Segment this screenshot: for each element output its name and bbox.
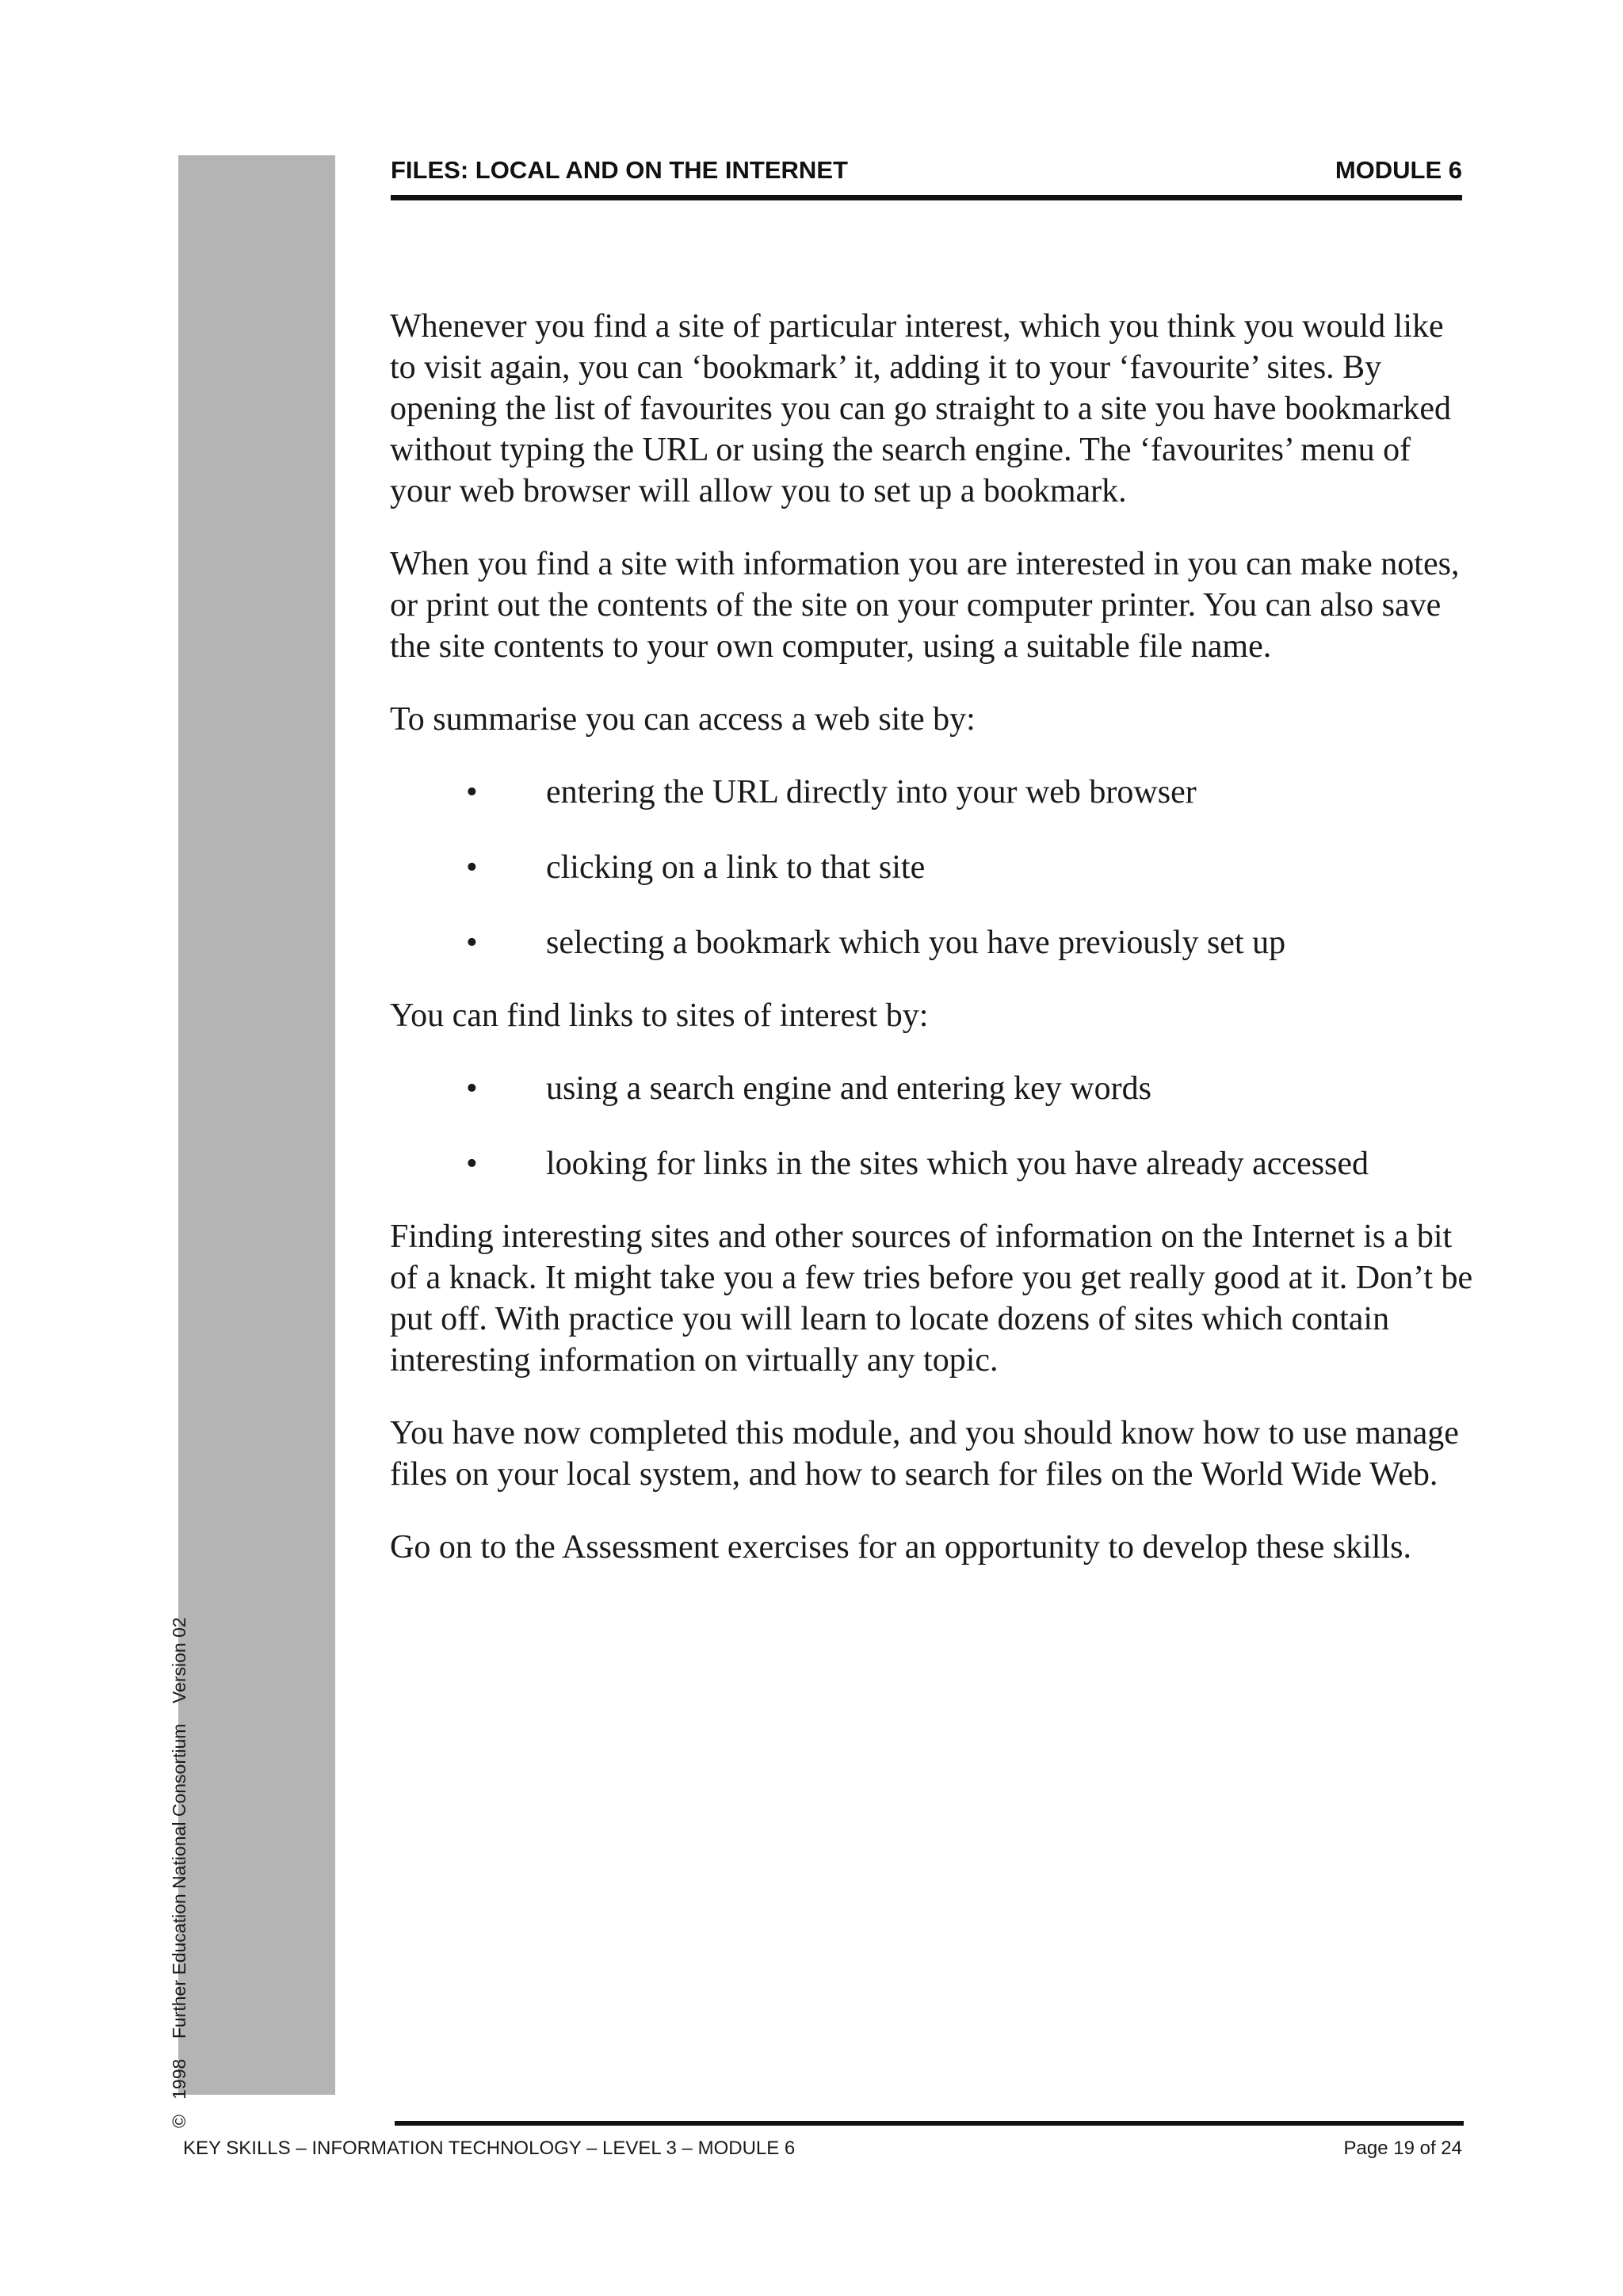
- list-item: [390, 772, 1476, 813]
- list-item-text: using a search engine and entering key words: [546, 1070, 1151, 1107]
- access-methods-list: [390, 772, 1476, 963]
- paragraph-saving-sites: When you find a site with information you are interested in you can make notes, or print out the contents of the site on your computer printer. You can also save the site contents to your own computer, using a suitable file name.: [390, 546, 1460, 665]
- bullet-icon: •: [466, 1146, 478, 1182]
- body-text: [390, 306, 1476, 1568]
- list-item: [390, 847, 1476, 888]
- list-item-text: clicking on a link to that site: [546, 849, 926, 886]
- link-finding-list: [390, 1068, 1476, 1184]
- grey-side-bar: [178, 155, 335, 2095]
- list-item-text: looking for links in the sites which you have already accessed: [546, 1146, 1369, 1182]
- paragraph-module-complete: You have now completed this module, and you should know how to use manage files on your local system, and how to search for files on the World Wide Web.: [390, 1415, 1459, 1493]
- page-number: Page 19 of 24: [1343, 2138, 1462, 2159]
- paragraph-assessment: Go on to the Assessment exercises for an opportunity to develop these skills.: [390, 1529, 1411, 1566]
- list-item-text: entering the URL directly into your web browser: [546, 774, 1197, 810]
- header-rule: [391, 195, 1462, 200]
- paragraph-links-intro: You can find links to sites of interest by:: [390, 997, 929, 1034]
- bullet-icon: •: [466, 925, 478, 961]
- footer-rule: [395, 2121, 1464, 2126]
- paragraph-bookmarks: Whenever you find a site of particular interest, which you think you would like to visit again, you can ‘bookmark’ it, adding it to your ‘favourite’ sites. By opening the list of favourites you can go straight to a site you have bookmarked without typing the URL or using the search engine. The ‘favourites’ menu of your web browser will allow you to set up a bookmark.: [390, 308, 1452, 509]
- bullet-icon: •: [466, 774, 478, 810]
- list-item: [390, 1143, 1476, 1184]
- footer-course-label: KEY SKILLS – INFORMATION TECHNOLOGY – LEVEL 3 – MODULE 6: [183, 2138, 796, 2159]
- bullet-icon: •: [466, 849, 478, 886]
- page-header: [391, 154, 1462, 199]
- bullet-icon: •: [466, 1070, 478, 1107]
- list-item: [390, 922, 1476, 963]
- list-item: [390, 1068, 1476, 1109]
- list-item-text: selecting a bookmark which you have previously set up: [546, 925, 1286, 961]
- header-module-label: MODULE 6: [1335, 156, 1462, 184]
- paragraph-finding-sites: Finding interesting sites and other sources of information on the Internet is a bit of a knack. It might take you a few tries before you get really good at it. Don’t be put off. With practice you will learn to locate dozens of sites which contain interesting information on virtually any topic.: [390, 1219, 1473, 1379]
- copyright-notice: © 1998 Further Education National Consortium Version 02: [169, 1617, 189, 2128]
- header-title: FILES: LOCAL AND ON THE INTERNET: [391, 156, 848, 184]
- paragraph-access-intro: To summarise you can access a web site by:: [390, 701, 976, 738]
